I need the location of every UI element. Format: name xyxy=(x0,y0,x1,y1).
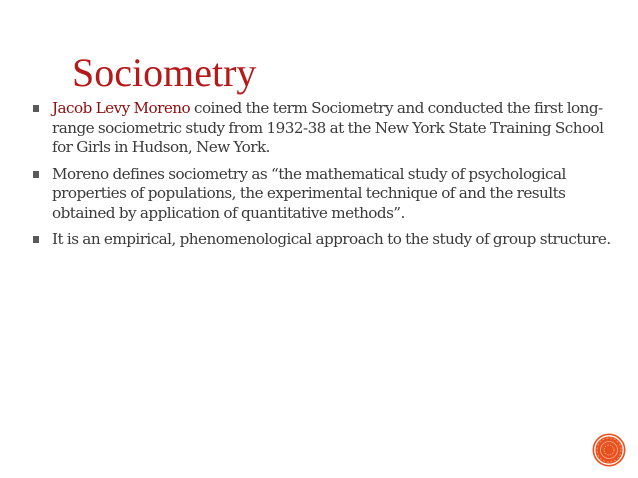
square-bullet-icon xyxy=(33,171,39,178)
slide-title: Sociometry xyxy=(72,50,257,95)
orange-circle-badge-icon xyxy=(592,433,626,467)
bullet-item-definition xyxy=(33,165,613,224)
bullet-text: Moreno defines sociometry as “the mathematical study of psychological properties of populations, the experimental technique of and the results obtained by application of quantitative methods”. xyxy=(52,164,566,222)
bullet-item-approach xyxy=(33,230,613,250)
square-bullet-icon xyxy=(33,105,39,112)
bullet-text: coined the term Sociometry and conducted the first long-range sociometric study from 1932-38 at the New York State Training School for Girls in Hudson, New York. xyxy=(52,99,604,156)
bullet-text: It is an empirical, phenomenological approach to the study of group structure. xyxy=(52,230,611,248)
bullet-list xyxy=(33,99,613,257)
bullet-item-moreno xyxy=(33,99,613,158)
square-bullet-icon xyxy=(33,236,39,243)
highlighted-name: Jacob Levy Moreno xyxy=(52,99,191,117)
